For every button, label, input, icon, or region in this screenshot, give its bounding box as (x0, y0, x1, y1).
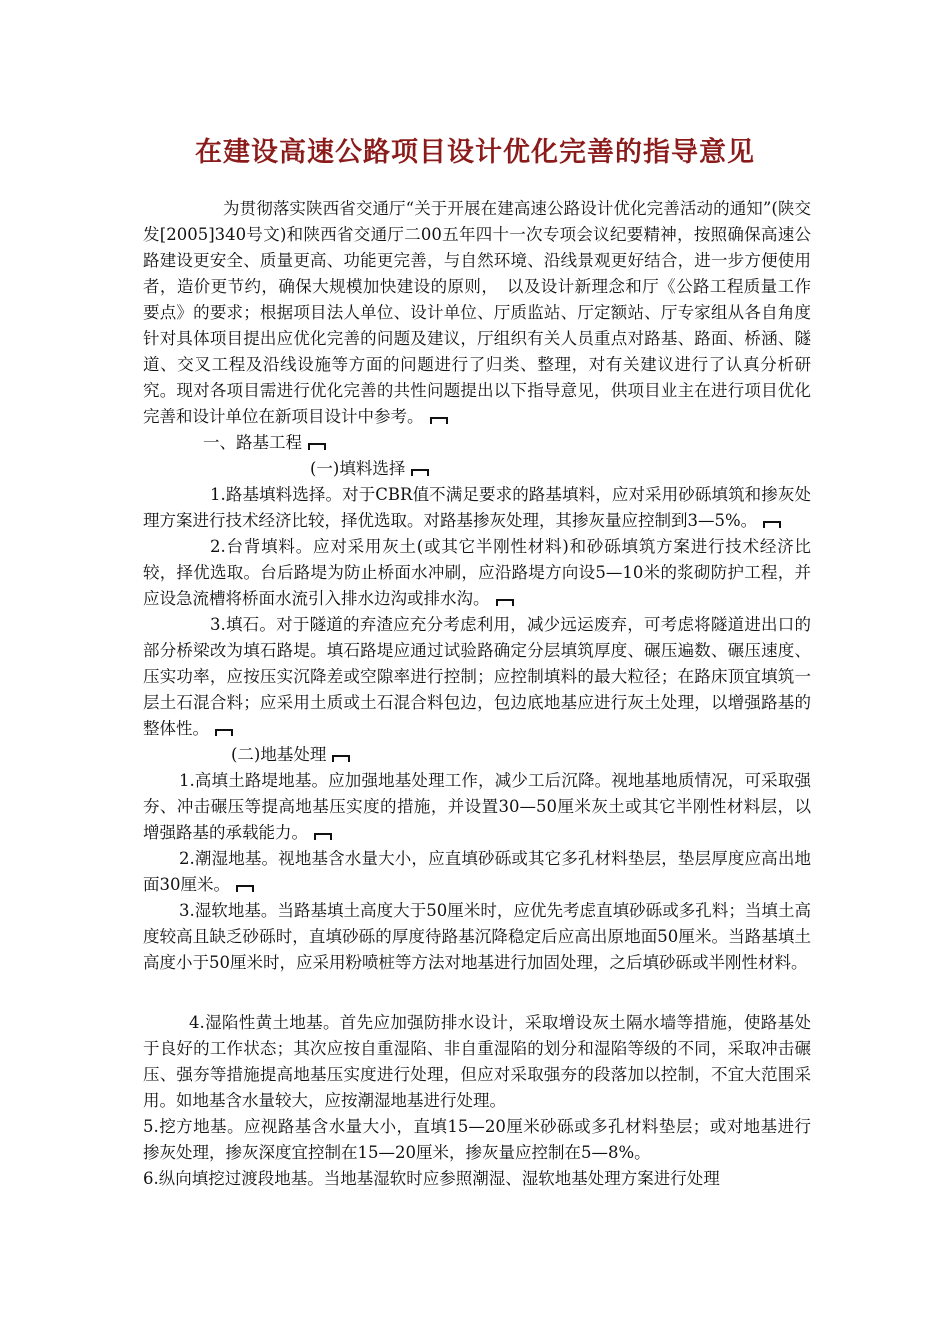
paragraph-mark-icon (308, 443, 326, 450)
subsection-heading-foundation: (二)地基处理 (143, 742, 811, 768)
document-body (143, 196, 811, 1192)
paragraph-fill-selection: 1.路基填料选择。对于CBR值不满足要求的路基填料，应对采用砂砾填筑和掺灰处理方案进行技术经济比较，择优选取。对路基掺灰处理，其掺灰量应控制到3—5%。 (143, 485, 811, 530)
paragraph-loess-foundation: 4.湿陷性黄土地基。首先应加强防排水设计，采取增设灰土隔水墙等措施，使路基处于良好的工作状态；其次应按自重湿陷、非自重湿陷的划分和湿陷等级的不同，采取冲击碾压、强夯等措施提高地基压实度进行处理，但应对采取强夯的段落加以控制，不宜大范围采用。如地基含水量较大，应按潮湿地基进行处理。 (143, 1013, 811, 1110)
paragraph-mark-icon (430, 417, 448, 424)
paragraph-mark-icon (763, 521, 781, 528)
paragraph-high-fill: 1.高填土路堤地基。应加强地基处理工作，减少工后沉降。视地基地质情况，可采取强夯、冲击碾压等提高地基压实度的措施，并设置30—50厘米灰土或其它半刚性材料层，以增强路基的承载能力。 (143, 771, 811, 842)
paragraph-mark-icon (496, 599, 514, 606)
paragraph-wet-foundation: 2.潮湿地基。视地基含水量大小，应直填砂砾或其它多孔材料垫层，垫层厚度应高出地面30厘米。 (143, 849, 811, 894)
paragraph-gap (143, 976, 811, 1010)
subsection-heading-fill: (一)填料选择 (143, 456, 811, 482)
paragraph-mark-icon (215, 729, 233, 736)
paragraph-mark-icon (411, 469, 429, 476)
paragraph-mark-icon (236, 885, 254, 892)
paragraph-transition-foundation: 6.纵向填挖过渡段地基。当地基湿软时应参照潮湿、湿软地基处理方案进行处理 (143, 1169, 720, 1188)
paragraph-intro: 为贯彻落实陕西省交通厅“关于开展在建高速公路设计优化完善活动的通知”(陕交发[2005]340号文)和陕西省交通厅二00五年四十一次专项会议纪要精神，按照确保高速公路建设更安全、质量更高、功能更完善，与自然环境、沿线景观更好结合，进一步方便使用者，造价更节约，确保大规模加快建设的原则， 以及设计新理念和厅《公路工程质量工作要点》的要求；根据项目法人单位、设计单位、厅质监站、厅定额站、厅专家组从各自角度针对具体项目提出应优化完善的问题及建议，厅组织有关人员重点对路基、路面、桥涵、隧道、交叉工程及沿线设施等方面的问题进行了归类、整理，对有关建议进行了认真分析研究。现对各项目需进行优化完善的共性问题提出以下指导意见，供项目业主在进行项目优化完善和设计单位在新项目设计中参考。 (143, 199, 811, 426)
section-heading-subgrade: 一、路基工程 (143, 430, 811, 456)
paragraph-mark-icon (314, 833, 332, 840)
paragraph-mark-icon (332, 755, 350, 762)
paragraph-rockfill: 3.填石。对于隧道的弃渣应充分考虑利用，减少远运废弃，可考虑将隧道进出口的部分桥梁改为填石路堤。填石路堤应通过试验路确定分层填筑厚度、碾压遍数、碾压速度、压实功率，应按压实沉降差或空隙率进行控制；应控制填料的最大粒径；在路床顶宜填筑一层土石混合料；应采用土质或土石混合料包边，包边底地基应进行灰土处理，以增强路基的整体性。 (143, 615, 811, 738)
paragraph-backfill: 2.台背填料。应对采用灰土(或其它半刚性材料)和砂砾填筑方案进行技术经济比较，择优选取。台后路堤为防止桥面水冲刷，应沿路堤方向设5—10米的浆砌防护工程，并应设急流槽将桥面水流引入排水边沟或排水沟。 (143, 537, 811, 608)
document-title: 在建设高速公路项目设计优化完善的指导意见 (195, 137, 755, 168)
paragraph-cut-foundation: 5.挖方地基。应视路基含水量大小，直填15—20厘米砂砾或多孔材料垫层；或对地基进行掺灰处理，掺灰深度宜控制在15—20厘米，掺灰量应控制在5—8%。 (143, 1117, 811, 1162)
paragraph-soft-foundation: 3.湿软地基。当路基填土高度大于50厘米时，应优先考虑直填砂砾或多孔料；当填土高度较高且缺乏砂砾时，直填砂砾的厚度待路基沉降稳定后应高出原地面50厘米。当路基填土高度小于50厘米时，应采用粉喷桩等方法对地基进行加固处理，之后填砂砾或半刚性材料。 (143, 901, 811, 972)
